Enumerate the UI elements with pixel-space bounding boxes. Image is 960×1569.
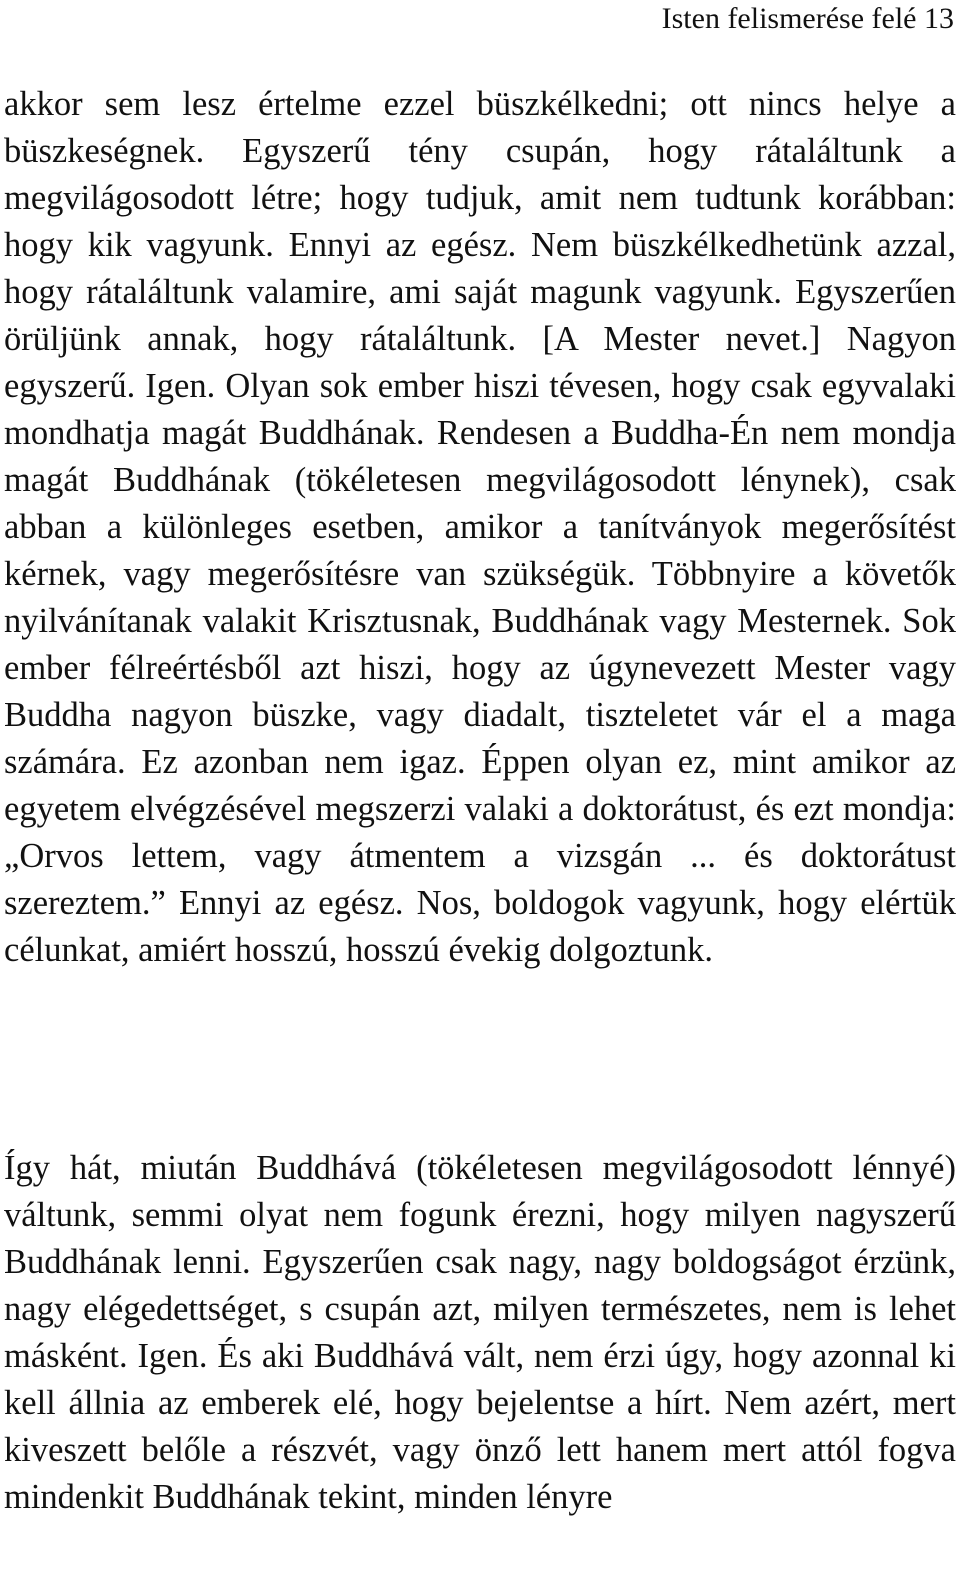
running-header: Isten felismerése felé 13 bbox=[661, 2, 954, 35]
body-paragraph: akkor sem lesz értelme ezzel büszkélkedni; ott nincs helye a büszkeségnek. Egyszerű tény csupán, hogy rátaláltunk a megvilágosodott létre; hogy tudjuk, amit nem tudtunk korábban: hogy kik vagyunk. Ennyi az egész. Nem büszkélkedhetünk azzal, hogy rátaláltunk valamire, ami saját magunk vagyunk. Egyszerűen örüljünk annak, hogy rátaláltunk. [A Mester nevet.] Nagyon egyszerű. Igen. Olyan sok ember hiszi tévesen, hogy csak egyvalaki mondhatja magát Buddhának. Rendesen a Buddha-Én nem mondja magát Buddhának (tökéletesen megvilágosodott lénynek), csak abban a különleges esetben, amikor a tanítványok megerősítést kérnek, vagy megerősítésre van szükségük. Többnyire a követők nyilvánítanak valakit Krisztusnak, Buddhának vagy Mesternek. Sok ember félreértésből azt hiszi, hogy az úgynevezett Mester vagy Buddha nagyon büszke, vagy diadalt, tiszteletet vár el a maga számára. Ez azonban nem igaz. Éppen olyan ez, mint amikor az egyetem elvégzésével megszerzi valaki a doktorátust, és ezt mondja: „Orvos lettem, vagy átmentem a vizsgán ... és doktorátust szereztem.” Ennyi az egész. Nos, boldogok vagyunk, hogy elértük célunkat, amiért hosszú, hosszú évekig dolgoztunk. bbox=[4, 85, 956, 969]
body-paragraph: Így hát, miután Buddhává (tökéletesen megvilágosodott lénnyé) váltunk, semmi olyat nem fogunk érezni, hogy milyen nagyszerű Buddhának lenni. Egyszerűen csak nagy, nagy boldogságot érzünk, nagy elégedettséget, s csupán azt, milyen természetes, nem is lehet másként. Igen. És aki Buddhává vált, nem érzi úgy, hogy azonnal ki kell állnia az emberek elé, hogy bejelentse a hírt. Nem azért, mert kiveszett belőle a részvét, vagy önző lett hanem mert attól fogva mindenkit Buddhának tekint, minden lényre bbox=[4, 1149, 956, 1516]
